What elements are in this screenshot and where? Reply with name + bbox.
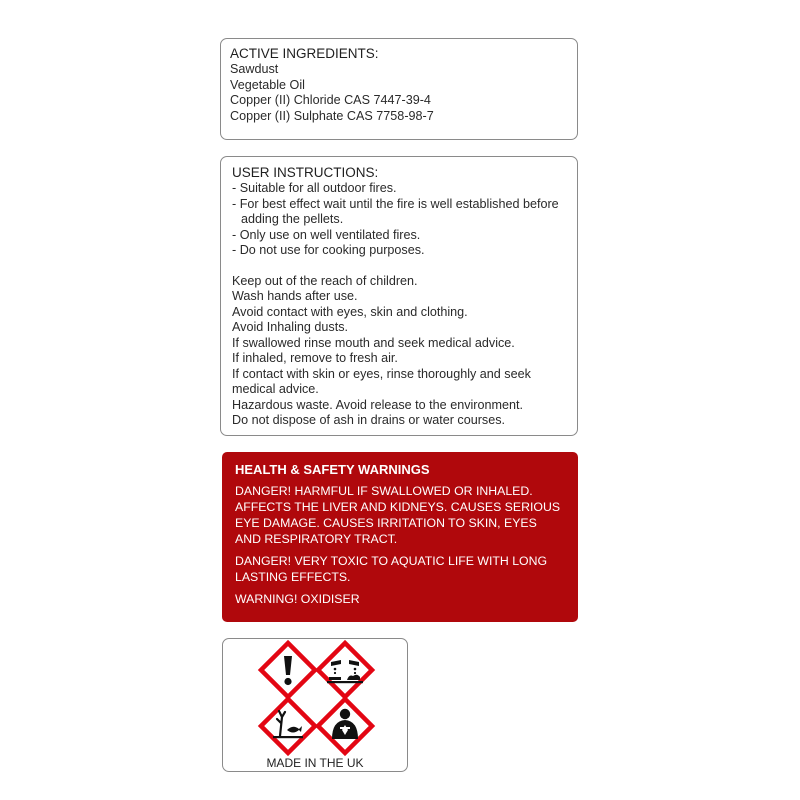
safety-note: medical advice.: [232, 382, 319, 396]
instruction-bullet: - For best effect wait until the fire is well established before: [232, 196, 559, 211]
safety-note: Avoid Inhaling dusts.: [232, 320, 348, 334]
exclamation-mark-icon: [261, 643, 315, 697]
instructions-title: USER INSTRUCTIONS:: [232, 165, 379, 180]
instruction-bullet: - Do not use for cooking purposes.: [232, 243, 425, 257]
environment-hazard-icon: [261, 699, 315, 753]
safety-note: Keep out of the reach of children.: [232, 273, 418, 288]
active-ingredients-panel: [220, 38, 578, 140]
hazard-pictograms: [223, 639, 409, 757]
instruction-bullet: - Only use on well ventilated fires.: [232, 227, 421, 242]
made-in-uk-label: MADE IN THE UK: [266, 756, 364, 770]
instruction-bullet: - Suitable for all outdoor fires.: [232, 181, 397, 195]
safety-note: Avoid contact with eyes, skin and clothing.: [232, 304, 468, 319]
warnings-title: HEALTH & SAFETY WARNINGS: [235, 462, 430, 477]
corrosion-icon: [318, 643, 372, 697]
hazard-symbols-panel: [222, 638, 408, 772]
ingredient-item: Copper (II) Chloride CAS 7447-39-4: [230, 93, 431, 107]
safety-note: If swallowed rinse mouth and seek medical advice.: [232, 335, 515, 350]
safety-note: If inhaled, remove to fresh air.: [232, 351, 398, 365]
instruction-bullet-continued: adding the pellets.: [241, 212, 344, 226]
health-safety-warnings-panel: [222, 452, 578, 622]
warning-paragraph: DANGER! VERY TOXIC TO AQUATIC LIFE WITH LONG LASTING EFFECTS.: [235, 554, 548, 584]
safety-note: If contact with skin or eyes, rinse thoroughly and seek: [232, 366, 531, 381]
ingredients-title: ACTIVE INGREDIENTS:: [230, 46, 379, 61]
spacer: [232, 259, 566, 274]
safety-note: Do not dispose of ash in drains or water courses.: [232, 413, 506, 427]
ingredient-item: Sawdust: [230, 62, 279, 76]
warning-paragraph: DANGER! HARMFUL IF SWALLOWED OR INHALED. AFFECTS THE LIVER AND KIDNEYS. CAUSES SERIOUS EYE DAMAGE. CAUSES IRRITATION TO SKIN, EYES AND RESPIRATORY TRACT.: [235, 484, 561, 546]
user-instructions-panel: [220, 156, 578, 436]
ingredient-item: Vegetable Oil: [230, 77, 305, 92]
warning-paragraph: WARNING! OXIDISER: [235, 592, 360, 606]
ingredient-item: Copper (II) Sulphate CAS 7758-98-7: [230, 108, 434, 123]
health-hazard-icon: [318, 699, 372, 753]
safety-note: Hazardous waste. Avoid release to the environment.: [232, 397, 523, 412]
safety-note: Wash hands after use.: [232, 289, 358, 303]
